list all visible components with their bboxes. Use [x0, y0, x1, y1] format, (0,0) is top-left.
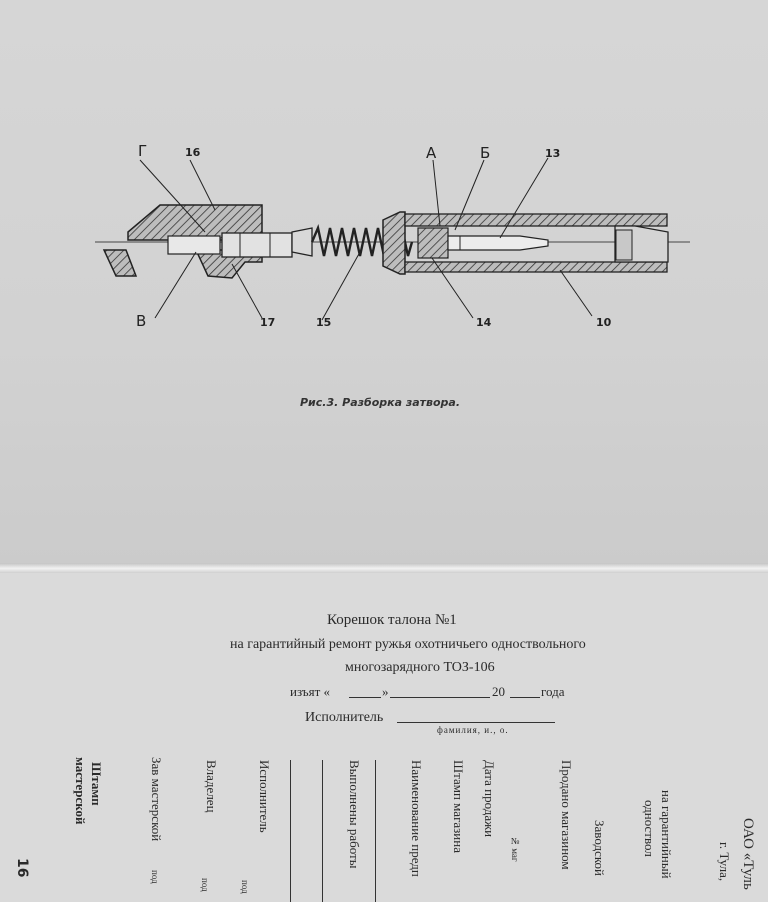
label-13: 13 — [545, 147, 561, 160]
shop-stamp-field: Штамп магазина — [451, 760, 466, 853]
removed-year-line — [510, 697, 540, 698]
firing-pin-13 — [448, 236, 548, 250]
works-done-field: Выполнены работы — [347, 760, 362, 869]
org-name-line-2: г. Тула, — [717, 842, 732, 882]
warranty-heading-2: одноствол — [642, 800, 657, 857]
stub-subtitle-2: многозарядного ТОЗ-106 — [345, 660, 495, 675]
sold-by-field: Продано магазином — [559, 760, 574, 870]
stub-subtitle-1: на гарантийный ремонт ружья охотничьего одноствольного — [230, 637, 586, 652]
removed-month-line — [390, 697, 490, 698]
label-g: Г — [138, 142, 148, 160]
column-separator — [375, 760, 376, 902]
removed-day-line — [349, 697, 381, 698]
tube-top-wall — [405, 214, 667, 226]
owner-field: Владелец — [204, 760, 219, 813]
removed-quote: » — [382, 684, 389, 699]
label-15: 15 — [316, 316, 332, 329]
factory-number-field: Заводской — [592, 820, 607, 876]
executor-hint: фамилия, и., о. — [437, 725, 509, 735]
column-separator — [322, 760, 323, 902]
sale-date-field: Дата продажи — [482, 760, 497, 838]
label-17: 17 — [260, 316, 276, 329]
org-name-line-1: ОАО «Туль — [740, 818, 756, 890]
stub-title: Корешок талона №1 — [327, 612, 457, 628]
column-separator — [290, 760, 291, 902]
enterprise-name-field: Наименование предп — [409, 760, 424, 877]
label-10: 10 — [596, 316, 612, 329]
executor-sign-hint: под — [240, 880, 250, 894]
label-a: А — [426, 144, 437, 162]
page-number: 16 — [14, 858, 30, 878]
label-b: Б — [480, 144, 491, 162]
stamp-line-2: мастерской — [73, 757, 88, 825]
firing-pin-seat — [168, 236, 220, 254]
executor-line — [397, 722, 555, 723]
warranty-heading-1: на гарантийный — [659, 790, 674, 879]
tube-bottom-wall — [405, 262, 667, 272]
executor-label: Исполнитель — [305, 710, 384, 725]
part-17-body — [222, 233, 292, 257]
label-16: 16 — [185, 146, 201, 159]
striker-14 — [418, 228, 448, 258]
tube-flange — [383, 212, 405, 274]
label-v: В — [136, 312, 147, 330]
owner-sign-hint: под — [200, 878, 210, 892]
executor-field: Исполнитель — [257, 760, 272, 833]
figure-caption: Рис.3. Разборка затвора. — [300, 396, 461, 409]
shop-number-hint: № маг — [510, 836, 520, 862]
removed-year-prefix: 20 — [492, 684, 505, 699]
firing-pin-tail — [292, 228, 312, 256]
head-sign-hint: под — [150, 870, 160, 884]
removed-label: изъят « — [290, 684, 331, 699]
head-workshop-field: Зав мастерской — [149, 757, 164, 842]
label-14: 14 — [476, 316, 492, 329]
removed-year-suffix: года — [541, 684, 565, 699]
stamp-line-1: Штамп — [89, 762, 104, 806]
